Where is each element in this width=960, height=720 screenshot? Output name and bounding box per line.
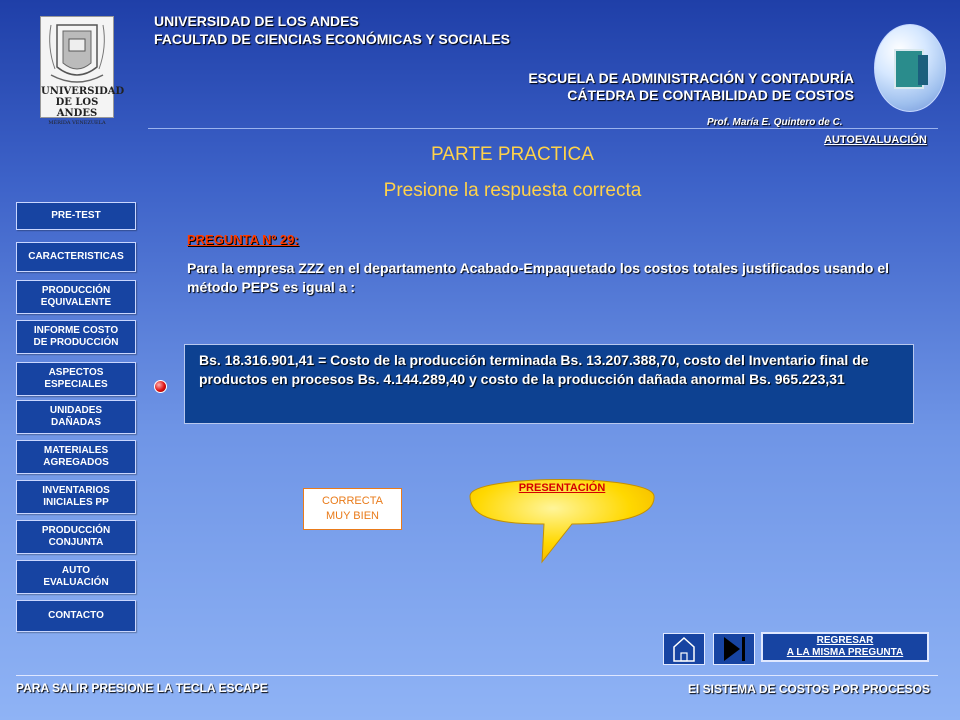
sidebar-item-label: INFORME COSTO: [33, 325, 119, 336]
sidebar-item-label: ASPECTOS: [48, 367, 104, 378]
sidebar-item-label-2: EVALUACIÓN: [43, 577, 109, 588]
chair-name: CÁTEDRA DE CONTABILIDAD DE COSTOS: [567, 87, 854, 103]
footer-divider: [16, 675, 938, 676]
exit-hint: PARA SALIR PRESIONE LA TECLA ESCAPE: [16, 681, 268, 695]
autoevaluation-link[interactable]: AUTOEVALUACIÓN: [824, 134, 927, 146]
sidebar-item-informe-costo[interactable]: [16, 320, 136, 354]
logo-text-line3: MÉRIDA VENEZUELA: [48, 120, 106, 126]
system-name: El SISTEMA DE COSTOS POR PROCESOS: [687, 682, 930, 696]
answer-option[interactable]: [184, 344, 914, 424]
last-slide-button[interactable]: [713, 633, 755, 665]
sidebar-item-caracteristicas[interactable]: [16, 242, 136, 272]
answer-bullet-icon[interactable]: [154, 380, 167, 393]
sidebar-item-label: UNIDADES: [49, 405, 103, 416]
sidebar-item-label: MATERIALES: [43, 445, 109, 456]
logo-text-line1: UNIVERSIDAD: [41, 86, 125, 97]
university-heading: [154, 12, 510, 48]
page-title: PARTE PRACTICA: [431, 144, 594, 165]
school-heading: [528, 70, 854, 104]
sidebar-item-label: INVENTARIOS: [42, 485, 110, 496]
return-label-line2: A LA MISMA PREGUNTA: [786, 647, 904, 658]
page-subtitle: Presione la respuesta correcta: [383, 180, 642, 201]
sidebar-item-pre-test[interactable]: [16, 202, 136, 230]
last-slide-icon: [714, 634, 754, 664]
sidebar-item-label: AUTO: [61, 565, 91, 576]
sidebar-item-label: PRE-TEST: [51, 210, 101, 221]
sidebar-item-label-2: INICIALES PP: [43, 497, 109, 508]
faculty-name: FACULTAD DE CIENCIAS ECONÓMICAS Y SOCIALES: [154, 31, 510, 47]
sidebar-item-label-2: EQUIVALENTE: [40, 297, 112, 308]
university-logo: [40, 16, 125, 126]
sidebar-item-label-2: DE PRODUCCIÓN: [33, 337, 119, 348]
home-button[interactable]: [663, 633, 705, 665]
sidebar-item-materiales-agregados[interactable]: [16, 440, 136, 474]
sidebar-item-aspectos-especiales[interactable]: [16, 362, 136, 396]
sidebar-item-unidades-danadas[interactable]: [16, 400, 136, 434]
home-icon: [664, 634, 704, 664]
logo-text-line2: DE LOS ANDES: [55, 97, 99, 119]
sidebar-item-produccion-conjunta[interactable]: [16, 520, 136, 554]
return-to-question-button[interactable]: [761, 632, 929, 662]
feedback-line2: MUY BIEN: [326, 510, 379, 522]
return-label-line1: REGRESAR: [816, 635, 874, 646]
question-text: Para la empresa ZZZ en el departamento Acabado-Empaquetado los costos totales justificados usando el método PEPS es igual a :: [187, 260, 889, 295]
presentation-label: PRESENTACIÓN: [518, 482, 606, 494]
sidebar-item-label-2: ESPECIALES: [44, 379, 108, 390]
sidebar-item-label-2: DAÑADAS: [51, 417, 101, 428]
sidebar-item-produccion-equivalente[interactable]: [16, 280, 136, 314]
answer-text: Bs. 18.316.901,41 = Costo de la producción terminada Bs. 13.207.388,70, costo del Inventario final de productos en procesos Bs. 4.144.289,40 y costo de la producción dañada anormal Bs. 965.223,31: [199, 352, 869, 387]
computer-globe-icon: [874, 24, 946, 112]
header-divider: [148, 128, 938, 129]
presentation-button[interactable]: [462, 470, 662, 566]
sidebar-item-inventarios-iniciales[interactable]: [16, 480, 136, 514]
university-name: UNIVERSIDAD DE LOS ANDES: [154, 13, 359, 29]
sidebar-item-label-2: CONJUNTA: [48, 537, 104, 548]
school-name: ESCUELA DE ADMINISTRACIÓN Y CONTADURÍA: [528, 70, 854, 86]
sidebar-item-contacto[interactable]: [16, 600, 136, 632]
feedback-box: [303, 488, 402, 530]
sidebar-item-label: CARACTERISTICAS: [28, 251, 124, 262]
sidebar-item-label: CONTACTO: [48, 610, 104, 621]
sidebar-item-label: PRODUCCIÓN: [41, 285, 111, 296]
computer-tower-icon: [918, 55, 928, 85]
question-number: PREGUNTA Nº 29:: [187, 232, 299, 247]
sidebar-item-label: PRODUCCIÓN: [41, 525, 111, 536]
professor-name: Prof. María E. Quintero de C.: [707, 117, 843, 128]
feedback-line1: CORRECTA: [322, 495, 383, 507]
sidebar-item-auto-evaluacion[interactable]: [16, 560, 136, 594]
sidebar-item-label-2: AGREGADOS: [43, 457, 109, 468]
